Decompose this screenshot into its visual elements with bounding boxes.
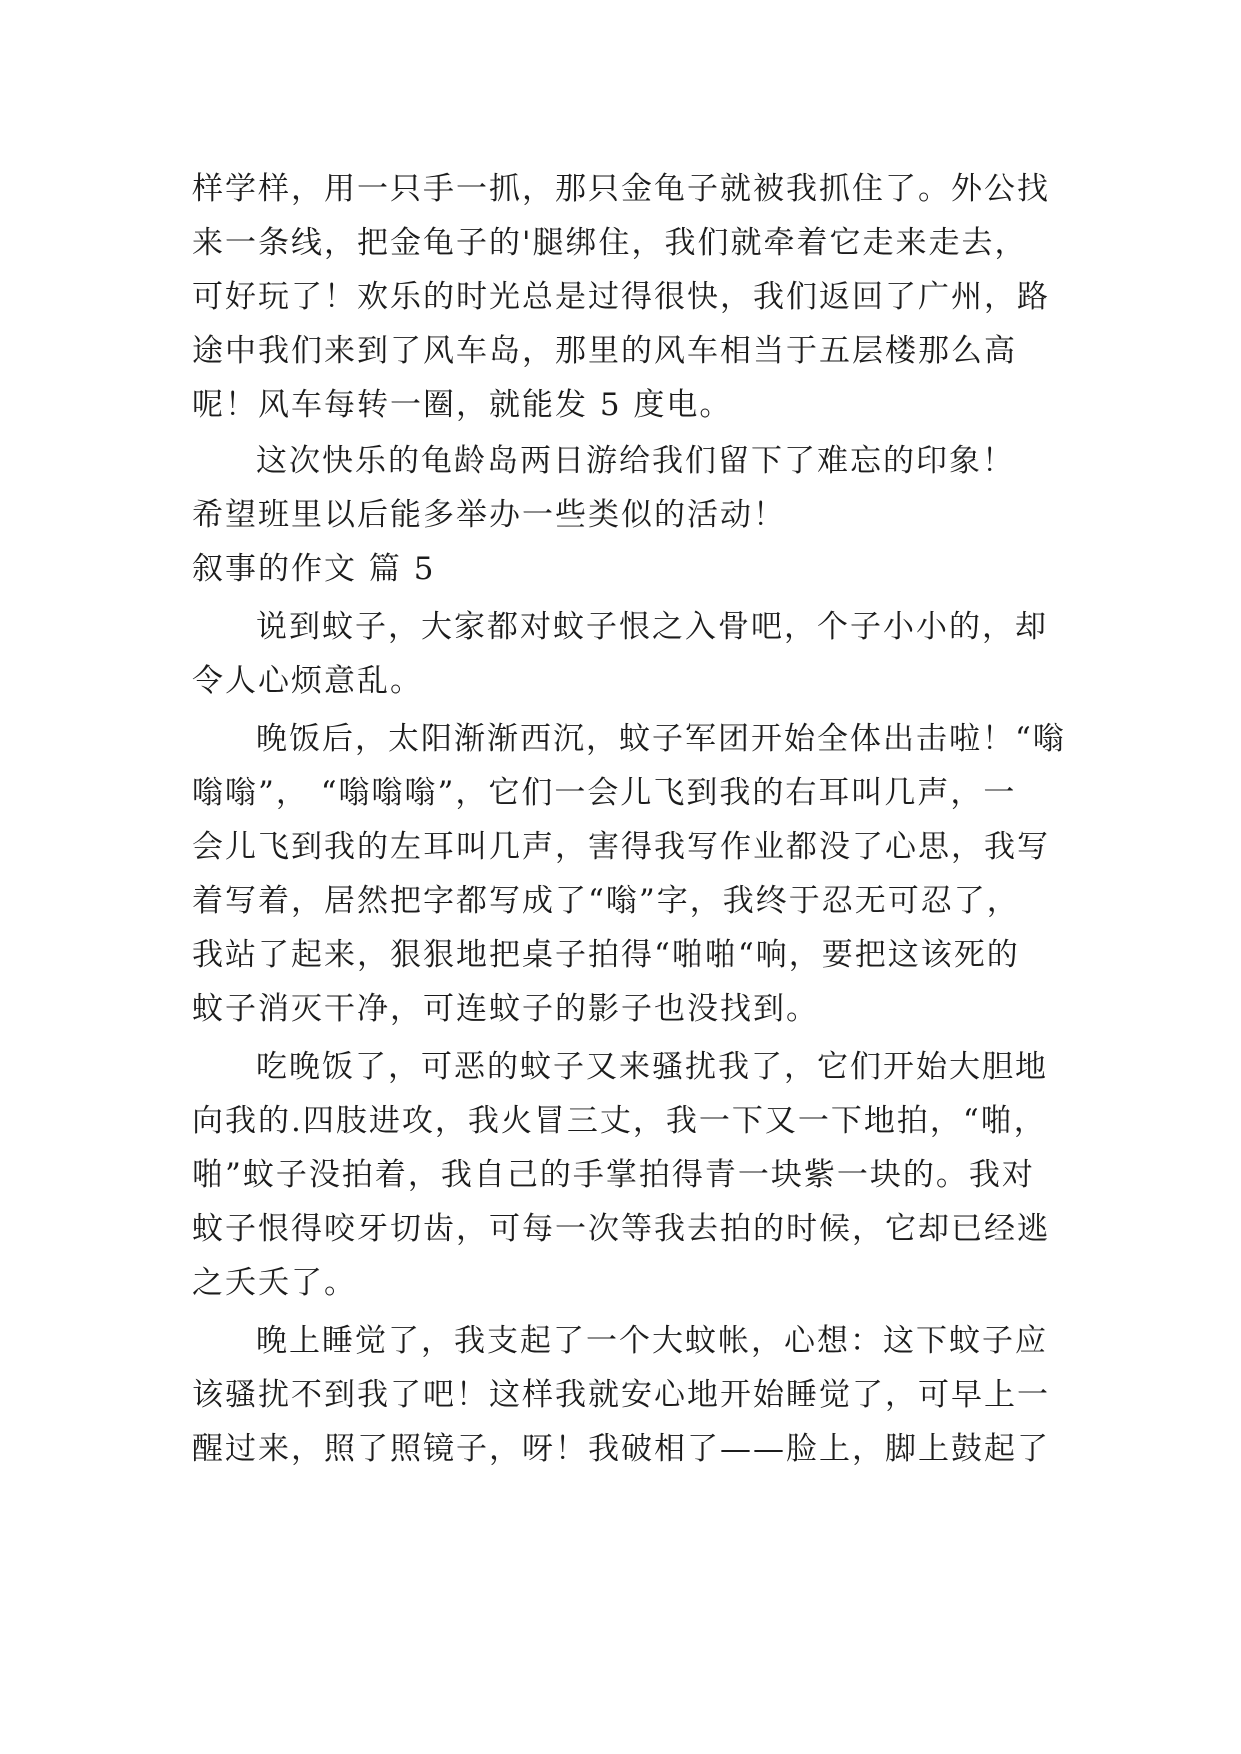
paragraph-line: 希望班里以后能多举办一些类似的活动！ — [192, 497, 786, 533]
paragraph-line: 样学样，用一只手一抓，那只金龟子就被我抓住了。外公找 — [192, 171, 1050, 207]
paragraph-line: 嗡嗡”， “嗡嗡嗡”，它们一会儿飞到我的右耳叫几声，一 — [192, 775, 1017, 811]
paragraph-line: 该骚扰不到我了吧！这样我就安心地开始睡觉了，可早上一 — [192, 1377, 1050, 1413]
paragraph-line: 可好玩了！欢乐的时光总是过得很快，我们返回了广州，路 — [192, 279, 1050, 315]
paragraph-line: 晚饭后，太阳渐渐西沉，蚊子军团开始全体出击啦！“嗡 — [256, 721, 1066, 757]
paragraph-line: 晚上睡觉了，我支起了一个大蚊帐，心想：这下蚊子应 — [256, 1323, 1048, 1359]
paragraph-line: 途中我们来到了风车岛，那里的风车相当于五层楼那么高 — [192, 333, 1017, 369]
paragraph-line: 来一条线，把金龟子的'腿绑住，我们就牵着它走来走去， — [192, 225, 1028, 261]
paragraph-line: 着写着，居然把字都写成了“嗡”字，我终于忍无可忍了， — [192, 883, 1020, 919]
paragraph-line: 令人心烦意乱。 — [192, 663, 423, 699]
section-heading: 叙事的作文 篇 5 — [192, 551, 436, 587]
paragraph-line: 蚊子恨得咬牙切齿，可每一次等我去拍的时候，它却已经逃 — [192, 1211, 1050, 1247]
paragraph-line: 向我的.四肢进攻，我火冒三丈，我一下又一下地拍，“啪， — [192, 1103, 1047, 1139]
paragraph-line: 啪”蚊子没拍着，我自己的手掌拍得青一块紫一块的。我对 — [192, 1157, 1035, 1193]
paragraph-line: 蚊子消灭干净，可连蚊子的影子也没找到。 — [192, 991, 819, 1027]
paragraph-line: 之夭夭了。 — [192, 1265, 357, 1301]
paragraph-line: 这次快乐的龟龄岛两日游给我们留下了难忘的印象！ — [256, 443, 1015, 479]
paragraph-line: 我站了起来，狠狠地把桌子拍得“啪啪“响，要把这该死的 — [192, 937, 1020, 973]
paragraph-line: 会儿飞到我的左耳叫几声，害得我写作业都没了心思，我写 — [192, 829, 1050, 865]
paragraph-line: 说到蚊子，大家都对蚊子恨之入骨吧，个子小小的，却 — [256, 609, 1048, 645]
paragraph-line: 呢！风车每转一圈，就能发 5 度电。 — [192, 387, 733, 423]
paragraph-line: 醒过来，照了照镜子，呀！我破相了——脸上，脚上鼓起了 — [192, 1431, 1050, 1467]
paragraph-line: 吃晚饭了，可恶的蚊子又来骚扰我了，它们开始大胆地 — [256, 1049, 1048, 1085]
